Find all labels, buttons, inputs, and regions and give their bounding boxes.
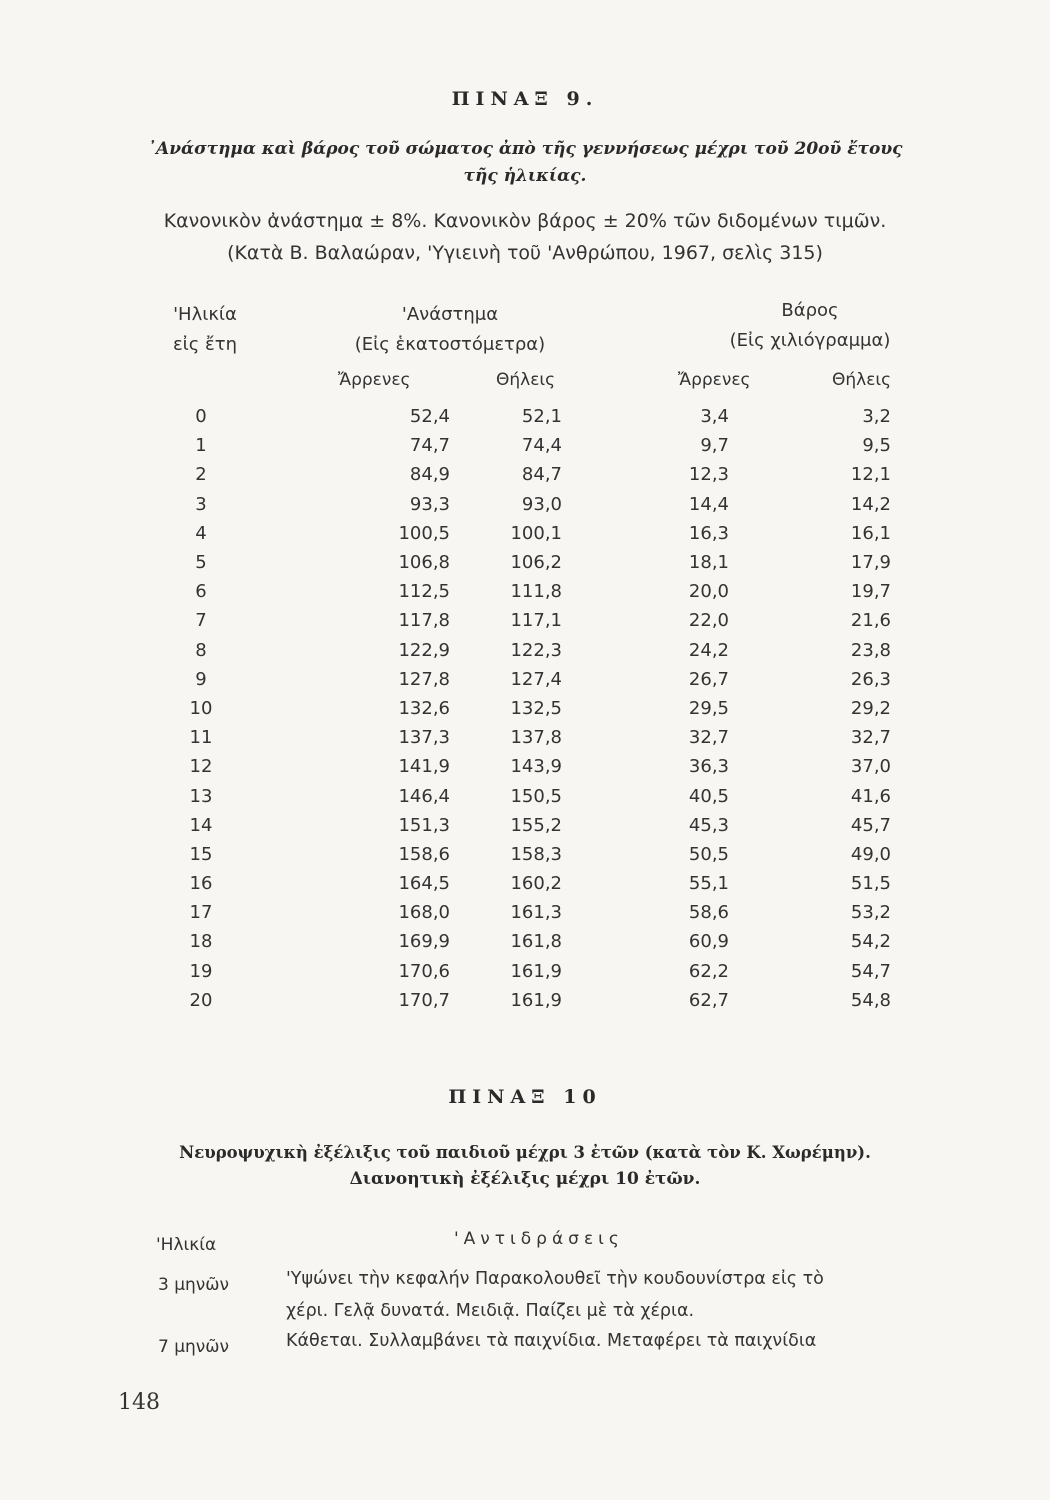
cell-w_f: 9,5 bbox=[862, 435, 891, 457]
cell-h_f: 106,2 bbox=[510, 552, 562, 574]
cell-h_f: 161,9 bbox=[510, 960, 562, 982]
cell-h_f: 161,3 bbox=[510, 902, 562, 924]
cell-w_m: 22,0 bbox=[688, 610, 729, 632]
table10-row1-age: 3 μηνῶν bbox=[158, 1275, 230, 1295]
table-row bbox=[170, 402, 891, 431]
cell-h_f: 150,5 bbox=[510, 785, 562, 807]
cell-w_f: 49,0 bbox=[850, 843, 891, 865]
cell-w_f: 19,7 bbox=[850, 581, 891, 603]
table10-row2-age: 7 μηνῶν bbox=[158, 1337, 230, 1357]
table-row bbox=[170, 986, 891, 1015]
table9-subtitle-line2: τῆς ἡλικίας. bbox=[463, 166, 587, 186]
cell-h_m: 100,5 bbox=[398, 522, 450, 544]
males-weight-header: Ἄρρενες bbox=[678, 370, 751, 390]
cell-h_m: 170,7 bbox=[398, 989, 450, 1011]
cell-age: 16 bbox=[189, 873, 213, 895]
table-row bbox=[170, 869, 891, 898]
cell-age: 12 bbox=[189, 756, 213, 778]
cell-h_f: 93,0 bbox=[521, 493, 562, 515]
page-number: 148 bbox=[118, 1390, 160, 1415]
table-row bbox=[170, 490, 891, 519]
cell-age: 18 bbox=[189, 931, 213, 953]
age-header: 'Ηλικία εἰς ἔτη bbox=[172, 304, 238, 355]
cell-age: 19 bbox=[189, 960, 213, 982]
table-row bbox=[170, 548, 891, 577]
cell-w_f: 51,5 bbox=[850, 873, 891, 895]
cell-w_f: 16,1 bbox=[850, 522, 891, 544]
table-row bbox=[170, 840, 891, 869]
cell-w_f: 17,9 bbox=[850, 552, 891, 574]
table-row bbox=[170, 606, 891, 635]
cell-age: 4 bbox=[195, 522, 207, 544]
cell-h_f: 52,1 bbox=[521, 406, 562, 428]
height-header: 'Ανάστημα (Εἰς ἑκατοστόμετρα) bbox=[354, 304, 546, 355]
table10-subtitle-line2: Διανοητικὴ ἐξέλιξις μέχρι 10 ἐτῶν. bbox=[349, 1169, 701, 1189]
cell-h_m: 127,8 bbox=[398, 668, 450, 690]
cell-h_m: 137,3 bbox=[398, 727, 450, 749]
cell-w_f: 3,2 bbox=[862, 406, 891, 428]
table10-row1-line2: χέρι. Γελᾷ δυνατά. Μειδιᾷ. Παίζει μὲ τὰ χέρια. bbox=[286, 1301, 695, 1321]
cell-h_f: 117,1 bbox=[510, 610, 562, 632]
table-row bbox=[170, 431, 891, 460]
table10-row2-line1: Κάθεται. Συλλαμβάνει τὰ παιχνίδια. Μεταφέρει τὰ παιχνίδια bbox=[286, 1331, 817, 1351]
cell-w_m: 60,9 bbox=[688, 931, 729, 953]
cell-w_f: 23,8 bbox=[850, 639, 891, 661]
cell-w_m: 14,4 bbox=[688, 493, 729, 515]
cell-w_m: 36,3 bbox=[688, 756, 729, 778]
table10-title: ΠΙΝΑΞ 10 bbox=[448, 1086, 602, 1108]
table-row bbox=[170, 694, 891, 723]
cell-h_m: 169,9 bbox=[398, 931, 450, 953]
cell-w_m: 26,7 bbox=[688, 668, 729, 690]
cell-h_m: 84,9 bbox=[409, 464, 450, 486]
cell-h_f: 160,2 bbox=[510, 873, 562, 895]
cell-h_m: 164,5 bbox=[398, 873, 450, 895]
cell-w_m: 45,3 bbox=[688, 814, 729, 836]
table-row bbox=[170, 665, 891, 694]
males-height-header: Ἄρρενες bbox=[338, 370, 411, 390]
cell-w_m: 40,5 bbox=[688, 785, 729, 807]
cell-h_m: 112,5 bbox=[398, 581, 450, 603]
table9-title: ΠΙΝΑΞ 9. bbox=[451, 88, 599, 110]
cell-age: 14 bbox=[189, 814, 213, 836]
cell-w_f: 53,2 bbox=[850, 902, 891, 924]
growth-table bbox=[170, 402, 891, 1015]
cell-age: 2 bbox=[195, 464, 207, 486]
cell-h_f: 143,9 bbox=[510, 756, 562, 778]
table10-age-header: 'Ηλικία bbox=[156, 1235, 217, 1255]
cell-age: 3 bbox=[195, 493, 207, 515]
cell-age: 11 bbox=[189, 727, 213, 749]
cell-age: 13 bbox=[189, 785, 213, 807]
cell-age: 9 bbox=[195, 668, 207, 690]
cell-w_m: 18,1 bbox=[688, 552, 729, 574]
cell-h_m: 151,3 bbox=[398, 814, 450, 836]
cell-age: 7 bbox=[195, 610, 207, 632]
cell-w_m: 62,2 bbox=[688, 960, 729, 982]
table-row bbox=[170, 636, 891, 665]
table9-note-line2: (Κατὰ Β. Βαλαώραν, 'Υγιεινὴ τοῦ 'Ανθρώπου, 1967, σελὶς 315) bbox=[227, 242, 823, 264]
table-row bbox=[170, 898, 891, 927]
cell-h_m: 117,8 bbox=[398, 610, 450, 632]
cell-w_m: 9,7 bbox=[700, 435, 729, 457]
table10-reactions-header: 'Αντιδράσεις bbox=[454, 1229, 624, 1249]
cell-age: 10 bbox=[189, 697, 213, 719]
table-row bbox=[170, 811, 891, 840]
cell-h_f: 161,8 bbox=[510, 931, 562, 953]
cell-w_m: 29,5 bbox=[688, 697, 729, 719]
cell-w_m: 50,5 bbox=[688, 843, 729, 865]
cell-w_f: 41,6 bbox=[850, 785, 891, 807]
cell-h_f: 111,8 bbox=[510, 581, 562, 603]
cell-h_m: 74,7 bbox=[409, 435, 450, 457]
cell-age: 5 bbox=[195, 552, 207, 574]
cell-age: 15 bbox=[189, 843, 213, 865]
cell-h_f: 158,3 bbox=[510, 843, 562, 865]
table-row bbox=[170, 957, 891, 986]
cell-w_f: 21,6 bbox=[850, 610, 891, 632]
cell-h_m: 106,8 bbox=[398, 552, 450, 574]
cell-age: 6 bbox=[195, 581, 207, 603]
cell-age: 0 bbox=[195, 406, 207, 428]
cell-h_f: 84,7 bbox=[521, 464, 562, 486]
cell-w_f: 54,8 bbox=[850, 989, 891, 1011]
cell-h_m: 52,4 bbox=[409, 406, 450, 428]
cell-h_f: 100,1 bbox=[510, 522, 562, 544]
cell-w_f: 32,7 bbox=[850, 727, 891, 749]
cell-h_m: 141,9 bbox=[398, 756, 450, 778]
cell-h_f: 137,8 bbox=[510, 727, 562, 749]
weight-header: Βάρος (Εἰς χιλιόγραμμα) bbox=[729, 300, 891, 351]
cell-w_f: 29,2 bbox=[850, 697, 891, 719]
table9-subtitle-line1: ᾿Ανάστημα καὶ βάρος τοῦ σώματος ἀπὸ τῆς γεννήσεως μέχρι τοῦ 20οῦ ἔτους bbox=[147, 139, 903, 159]
cell-h_f: 127,4 bbox=[510, 668, 562, 690]
cell-w_f: 26,3 bbox=[850, 668, 891, 690]
cell-w_f: 45,7 bbox=[850, 814, 891, 836]
cell-h_f: 161,9 bbox=[510, 989, 562, 1011]
cell-h_m: 170,6 bbox=[398, 960, 450, 982]
cell-w_m: 32,7 bbox=[688, 727, 729, 749]
table9-note-line1: Κανονικὸν ἀνάστημα ± 8%. Κανονικὸν βάρος ± 20% τῶν διδομένων τιμῶν. bbox=[163, 210, 887, 232]
cell-h_m: 122,9 bbox=[398, 639, 450, 661]
females-height-header: Θήλεις bbox=[496, 370, 556, 390]
table-row bbox=[170, 723, 891, 752]
cell-w_m: 20,0 bbox=[688, 581, 729, 603]
cell-h_m: 93,3 bbox=[409, 493, 450, 515]
table-row bbox=[170, 577, 891, 606]
cell-w_m: 12,3 bbox=[688, 464, 729, 486]
table-row bbox=[170, 927, 891, 956]
cell-w_m: 55,1 bbox=[688, 873, 729, 895]
cell-h_m: 132,6 bbox=[398, 697, 450, 719]
cell-w_m: 3,4 bbox=[700, 406, 729, 428]
females-weight-header: Θήλεις bbox=[832, 370, 892, 390]
cell-w_m: 62,7 bbox=[688, 989, 729, 1011]
cell-h_m: 168,0 bbox=[398, 902, 450, 924]
table-row bbox=[170, 519, 891, 548]
cell-w_m: 58,6 bbox=[688, 902, 729, 924]
cell-w_m: 24,2 bbox=[688, 639, 729, 661]
table10-subtitle-line1: Νευροψυχικὴ ἐξέλιξις τοῦ παιδιοῦ μέχρι 3 ἐτῶν (κατὰ τὸν Κ. Χωρέμην). bbox=[179, 1143, 871, 1162]
cell-age: 8 bbox=[195, 639, 207, 661]
cell-w_f: 12,1 bbox=[850, 464, 891, 486]
cell-w_f: 37,0 bbox=[850, 756, 891, 778]
table-row bbox=[170, 781, 891, 810]
cell-w_m: 16,3 bbox=[688, 522, 729, 544]
cell-h_f: 155,2 bbox=[510, 814, 562, 836]
cell-h_f: 74,4 bbox=[521, 435, 562, 457]
table-row bbox=[170, 460, 891, 489]
cell-age: 1 bbox=[195, 435, 207, 457]
cell-h_m: 146,4 bbox=[398, 785, 450, 807]
table-row bbox=[170, 752, 891, 781]
cell-h_m: 158,6 bbox=[398, 843, 450, 865]
cell-w_f: 54,2 bbox=[850, 931, 891, 953]
cell-w_f: 14,2 bbox=[850, 493, 891, 515]
cell-h_f: 122,3 bbox=[510, 639, 562, 661]
cell-age: 17 bbox=[189, 902, 213, 924]
cell-w_f: 54,7 bbox=[850, 960, 891, 982]
cell-h_f: 132,5 bbox=[510, 697, 562, 719]
table10-row1-line1: 'Υψώνει τὴν κεφαλήν Παρακολουθεῖ τὴν κουδουνίστρα εἰς τὸ bbox=[286, 1269, 824, 1289]
cell-age: 20 bbox=[189, 989, 213, 1011]
